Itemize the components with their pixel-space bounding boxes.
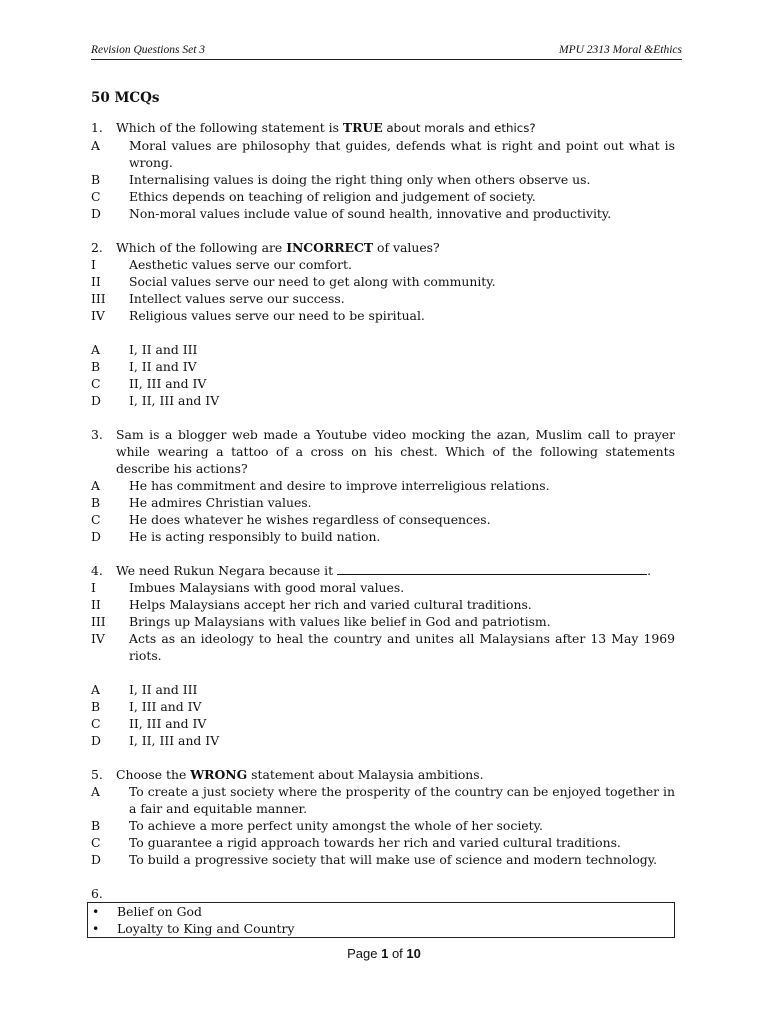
question-stem — [91, 239, 675, 256]
statement-text: Intellect values serve our success. — [129, 291, 345, 306]
option-text: To build a progressive society that will make use of science and modern technology. — [129, 852, 658, 867]
stem-emphasis: INCORRECT — [286, 240, 374, 255]
option-label: A — [91, 682, 100, 697]
question-stem — [91, 766, 675, 783]
statement-text: Imbues Malaysians with good moral values. — [129, 580, 405, 595]
page-total: 10 — [406, 946, 421, 961]
option-text: I, II, III and IV — [129, 733, 220, 748]
option-row — [91, 392, 675, 409]
option-list — [91, 341, 675, 409]
statement-text: Social values serve our need to get along with community. — [129, 274, 496, 289]
statement-row — [91, 290, 675, 307]
statement-row — [91, 596, 675, 613]
option-row — [91, 171, 675, 188]
question-4 — [91, 562, 675, 749]
question-stem — [91, 562, 675, 579]
footer-text: of — [388, 946, 407, 961]
page-header — [91, 44, 682, 60]
option-label: A — [91, 138, 100, 153]
option-row — [91, 494, 675, 511]
bullet-box — [87, 902, 675, 938]
statement-row — [91, 256, 675, 273]
header-right: MPU 2313 Moral &Ethics — [559, 44, 682, 56]
question-stem — [91, 426, 675, 477]
stem-text: . — [647, 563, 652, 578]
option-text: I, II and III — [129, 342, 198, 357]
option-row — [91, 477, 675, 494]
statement-label: IV — [91, 308, 105, 323]
question-text — [116, 239, 675, 256]
statement-label: IV — [91, 631, 105, 646]
option-text: I, II and III — [129, 682, 198, 697]
statement-row — [91, 613, 675, 630]
option-label: B — [91, 495, 101, 510]
option-list — [91, 681, 675, 749]
option-row — [91, 817, 675, 834]
option-row — [91, 188, 675, 205]
option-row — [91, 834, 675, 851]
question-text: Sam is a blogger web made a Youtube video mocking the azan, Muslim call to prayer while wearing a tattoo of a cross on his chest. Which of the following statements describe his actions? — [116, 427, 675, 476]
option-text: To achieve a more perfect unity amongst the whole of her society. — [129, 818, 543, 833]
question-number: 3. — [91, 427, 103, 442]
question-6 — [91, 885, 675, 938]
option-list — [91, 783, 675, 868]
option-label: D — [91, 393, 101, 408]
option-row — [91, 511, 675, 528]
statement-text: Aesthetic values serve our comfort. — [129, 257, 352, 272]
statement-row — [91, 307, 675, 324]
statement-list — [91, 256, 675, 324]
question-text — [116, 562, 675, 579]
option-label: D — [91, 733, 101, 748]
question-text — [116, 119, 675, 137]
option-text: II, III and IV — [129, 376, 207, 391]
statement-row — [91, 579, 675, 596]
question-1 — [91, 119, 675, 222]
statement-row — [91, 630, 675, 664]
option-label: B — [91, 699, 101, 714]
option-label: D — [91, 206, 101, 221]
stem-text: Which of the following are — [116, 240, 287, 255]
footer-text: Page — [347, 946, 382, 961]
option-label: C — [91, 376, 101, 391]
question-2 — [91, 239, 675, 409]
option-label: D — [91, 529, 101, 544]
option-text: He admires Christian values. — [129, 495, 312, 510]
option-label: A — [91, 784, 100, 799]
statement-label: I — [91, 580, 96, 595]
stem-text: statement about Malaysia ambitions. — [247, 767, 484, 782]
header-left: Revision Questions Set 3 — [91, 44, 206, 56]
option-row — [91, 681, 675, 698]
statement-label: III — [91, 614, 106, 629]
option-text: He does whatever he wishes regardless of consequences. — [129, 512, 491, 527]
statement-label: III — [91, 291, 106, 306]
option-row — [91, 698, 675, 715]
option-row — [91, 137, 675, 171]
option-text: He is acting responsibly to build nation. — [129, 529, 381, 544]
statement-text: Religious values serve our need to be spiritual. — [129, 308, 425, 323]
option-label: B — [91, 172, 101, 187]
option-label: C — [91, 835, 101, 850]
option-text: To create a just society where the prosperity of the country can be enjoyed together in a fair and equitable manner. — [129, 784, 675, 816]
page-title: 50 MCQs — [91, 90, 160, 106]
option-label: C — [91, 716, 101, 731]
option-row — [91, 358, 675, 375]
stem-emphasis: TRUE — [342, 120, 383, 135]
option-text: Moral values are philosophy that guides, defends what is right and point out what is wrong. — [129, 138, 675, 170]
option-row — [91, 375, 675, 392]
option-text: I, III and IV — [129, 699, 202, 714]
option-label: A — [91, 478, 100, 493]
statement-list — [91, 579, 675, 664]
option-label: D — [91, 852, 101, 867]
question-number: 1. — [91, 120, 103, 135]
question-5 — [91, 766, 675, 868]
statement-text: Helps Malaysians accept her rich and varied cultural traditions. — [129, 597, 532, 612]
option-row — [91, 205, 675, 222]
stem-text: about morals and ethics? — [382, 121, 536, 135]
option-list — [91, 477, 675, 545]
bullet-icon: • — [92, 904, 100, 919]
option-text: Ethics depends on teaching of religion and judgement of society. — [129, 189, 536, 204]
question-3 — [91, 426, 675, 545]
questions-content — [91, 90, 675, 938]
question-number: 2. — [91, 240, 103, 255]
page-footer — [0, 946, 768, 961]
bullet-item — [92, 920, 674, 937]
option-label: C — [91, 512, 101, 527]
option-row — [91, 341, 675, 358]
statement-label: I — [91, 257, 96, 272]
statement-label: II — [91, 274, 101, 289]
option-row — [91, 783, 675, 817]
page-number: 1 — [381, 946, 389, 961]
stem-text: of values? — [373, 240, 440, 255]
option-label: C — [91, 189, 101, 204]
option-text: To guarantee a rigid approach towards her rich and varied cultural traditions. — [129, 835, 621, 850]
question-number: 6. — [91, 886, 103, 901]
option-label: B — [91, 359, 101, 374]
stem-emphasis: WRONG — [190, 767, 248, 782]
stem-text: Choose the — [116, 767, 191, 782]
option-text: I, II and IV — [129, 359, 197, 374]
bullet-text: Loyalty to King and Country — [117, 921, 295, 936]
option-list — [91, 137, 675, 222]
question-number: 4. — [91, 563, 103, 578]
bullet-text: Belief on God — [117, 904, 202, 919]
question-text — [116, 766, 675, 783]
option-text: He has commitment and desire to improve interreligious relations. — [129, 478, 550, 493]
question-number: 5. — [91, 767, 103, 782]
fill-in-blank — [337, 562, 647, 575]
option-label: A — [91, 342, 100, 357]
stem-text: We need Rukun Negara because it — [116, 563, 334, 578]
statement-text: Brings up Malaysians with values like belief in God and patriotism. — [129, 614, 551, 629]
statement-text: Acts as an ideology to heal the country and unites all Malaysians after 13 May 1969 riots. — [129, 631, 675, 663]
option-label: B — [91, 818, 101, 833]
bullet-icon: • — [92, 921, 100, 936]
option-row — [91, 732, 675, 749]
statement-label: II — [91, 597, 101, 612]
question-stem — [91, 119, 675, 137]
stem-text: Which of the following statement is — [116, 120, 343, 135]
statement-row — [91, 273, 675, 290]
option-row — [91, 715, 675, 732]
question-stem — [91, 885, 675, 902]
option-row — [91, 851, 675, 868]
option-text: Internalising values is doing the right thing only when others observe us. — [129, 172, 591, 187]
option-row — [91, 528, 675, 545]
bullet-item — [92, 903, 674, 920]
option-text: I, II, III and IV — [129, 393, 220, 408]
option-text: II, III and IV — [129, 716, 207, 731]
option-text: Non-moral values include value of sound health, innovative and productivity. — [129, 206, 612, 221]
